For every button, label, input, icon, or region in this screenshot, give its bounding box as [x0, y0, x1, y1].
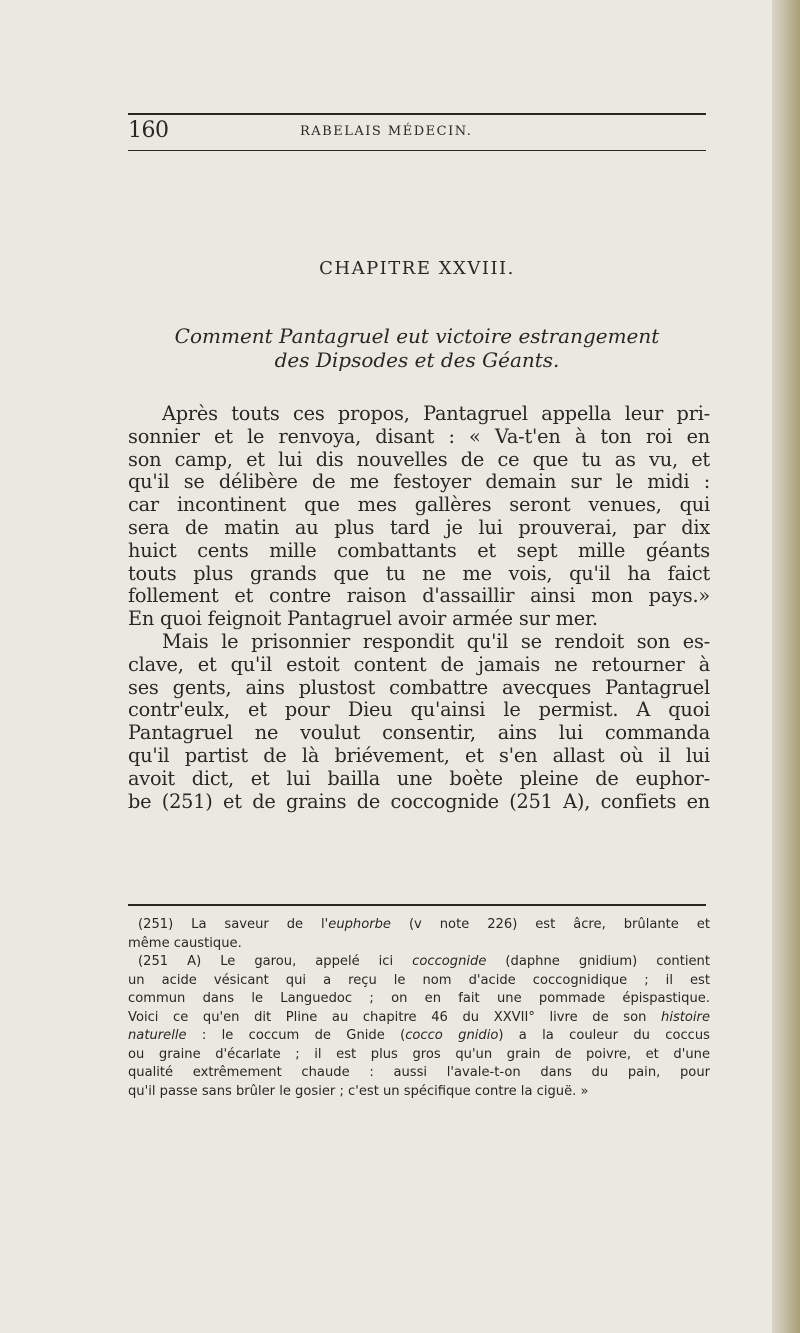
- body-line: sonnier et le renvoya, disant : « Va-t'en à ton roi en: [128, 425, 710, 448]
- footnote-text: Voici ce qu'en dit Pline au chapitre 46 du XXVII° livre de son: [128, 1009, 662, 1025]
- page-edge: [772, 0, 800, 1333]
- footnote-text: (v note 226) est âcre, brûlante et: [391, 917, 710, 932]
- body-line: car incontinent que mes gallères seront venues, qui: [128, 494, 710, 517]
- footnote-line: ou graine d'écarlate ; il est plus gros qu'un grain de poivre, et d'une: [128, 1046, 710, 1062]
- footnote-text: ) a la couleur du coccus: [498, 1028, 710, 1043]
- footnote-line: qualité extrêmement chaude : aussi l'avale-t-on dans du pain, pour: [128, 1065, 710, 1080]
- footnote-line: qu'il passe sans brûler le gosier ; c'est un spécifique contre la ciguë. »: [128, 1083, 589, 1099]
- body-line: follement et contre raison d'assaillir ainsi mon pays.»: [128, 585, 710, 608]
- footnote-line: [128, 1027, 710, 1046]
- body-line: Après touts ces propos, Pantagruel appella leur pri-: [162, 403, 710, 425]
- body-line: En quoi feignoit Pantagruel avoir armée sur mer.: [128, 608, 598, 631]
- footnote-term: naturelle: [128, 1028, 187, 1043]
- footnote-251a: [128, 953, 710, 972]
- footnote-text: (251 A) Le garou, appelé ici: [138, 954, 413, 969]
- footnote-term: cocco gnidio: [405, 1028, 499, 1043]
- footnote-text: : le coccum de Gnide (: [186, 1028, 406, 1043]
- body-line: touts plus grands que tu ne me vois, qu'il ha faict: [128, 562, 710, 585]
- footnote-line: un acide vésicant qui a reçu le nom d'acide coccognidique ; il est: [128, 972, 710, 988]
- footnote-text: (daphne gnidium) contient: [486, 954, 710, 969]
- body-text: [128, 403, 710, 813]
- body-line: contr'eulx, et pour Dieu qu'ainsi le permist. A quoi: [128, 699, 710, 722]
- subtitle-line: des Dipsodes et des Géants.: [274, 348, 560, 372]
- body-line: qu'il se délibère de me festoyer demain sur le midi :: [128, 471, 710, 494]
- running-head: RABELAIS MÉDECIN.: [300, 124, 473, 139]
- chapter-subtitle: [128, 324, 706, 372]
- body-line: Mais le prisonnier respondit qu'il se rendoit son es-: [162, 630, 710, 653]
- body-line: clave, et qu'il estoit content de jamais ne retourner à: [128, 653, 710, 676]
- body-line: ses gents, ains plustost combattre avecques Pantagruel: [128, 676, 710, 699]
- body-line: sera de matin au plus tard je lui prouverai, par dix: [128, 516, 710, 539]
- top-rule: [128, 113, 706, 115]
- body-line: Pantagruel ne voulut consentir, ains lui commanda: [128, 722, 710, 745]
- footnote-line: commun dans le Languedoc ; on en fait une pommade épispastique.: [128, 991, 710, 1006]
- footnote-term: coccognide: [412, 954, 487, 969]
- footnote-text: (251) La saveur de l': [138, 917, 329, 932]
- body-line: son camp, et lui dis nouvelles de ce que tu as vu, et: [128, 448, 710, 471]
- chapter-title: CHAPITRE XXVIII.: [319, 258, 515, 279]
- body-line: huict cents mille combattants et sept mille géants: [128, 539, 710, 562]
- footnote-251: [128, 916, 710, 935]
- header-rule: [128, 150, 706, 151]
- footnote-rule: [128, 904, 706, 906]
- body-line: avoit dict, et lui bailla une boète pleine de euphor-: [128, 767, 710, 790]
- body-line: qu'il partist de là briévement, et s'en allast où il lui: [128, 744, 710, 767]
- page-number: 160: [128, 118, 169, 143]
- footnote-line: même caustique.: [128, 935, 242, 951]
- footnote-term: euphorbe: [328, 917, 391, 932]
- footnotes: [128, 916, 710, 1101]
- body-line: be (251) et de grains de coccognide (251 A), confiets en: [128, 790, 710, 813]
- footnote-term: histoire: [661, 1009, 710, 1025]
- footnote-line: [128, 1009, 710, 1028]
- subtitle-line: Comment Pantagruel eut victoire estrangement: [174, 324, 660, 348]
